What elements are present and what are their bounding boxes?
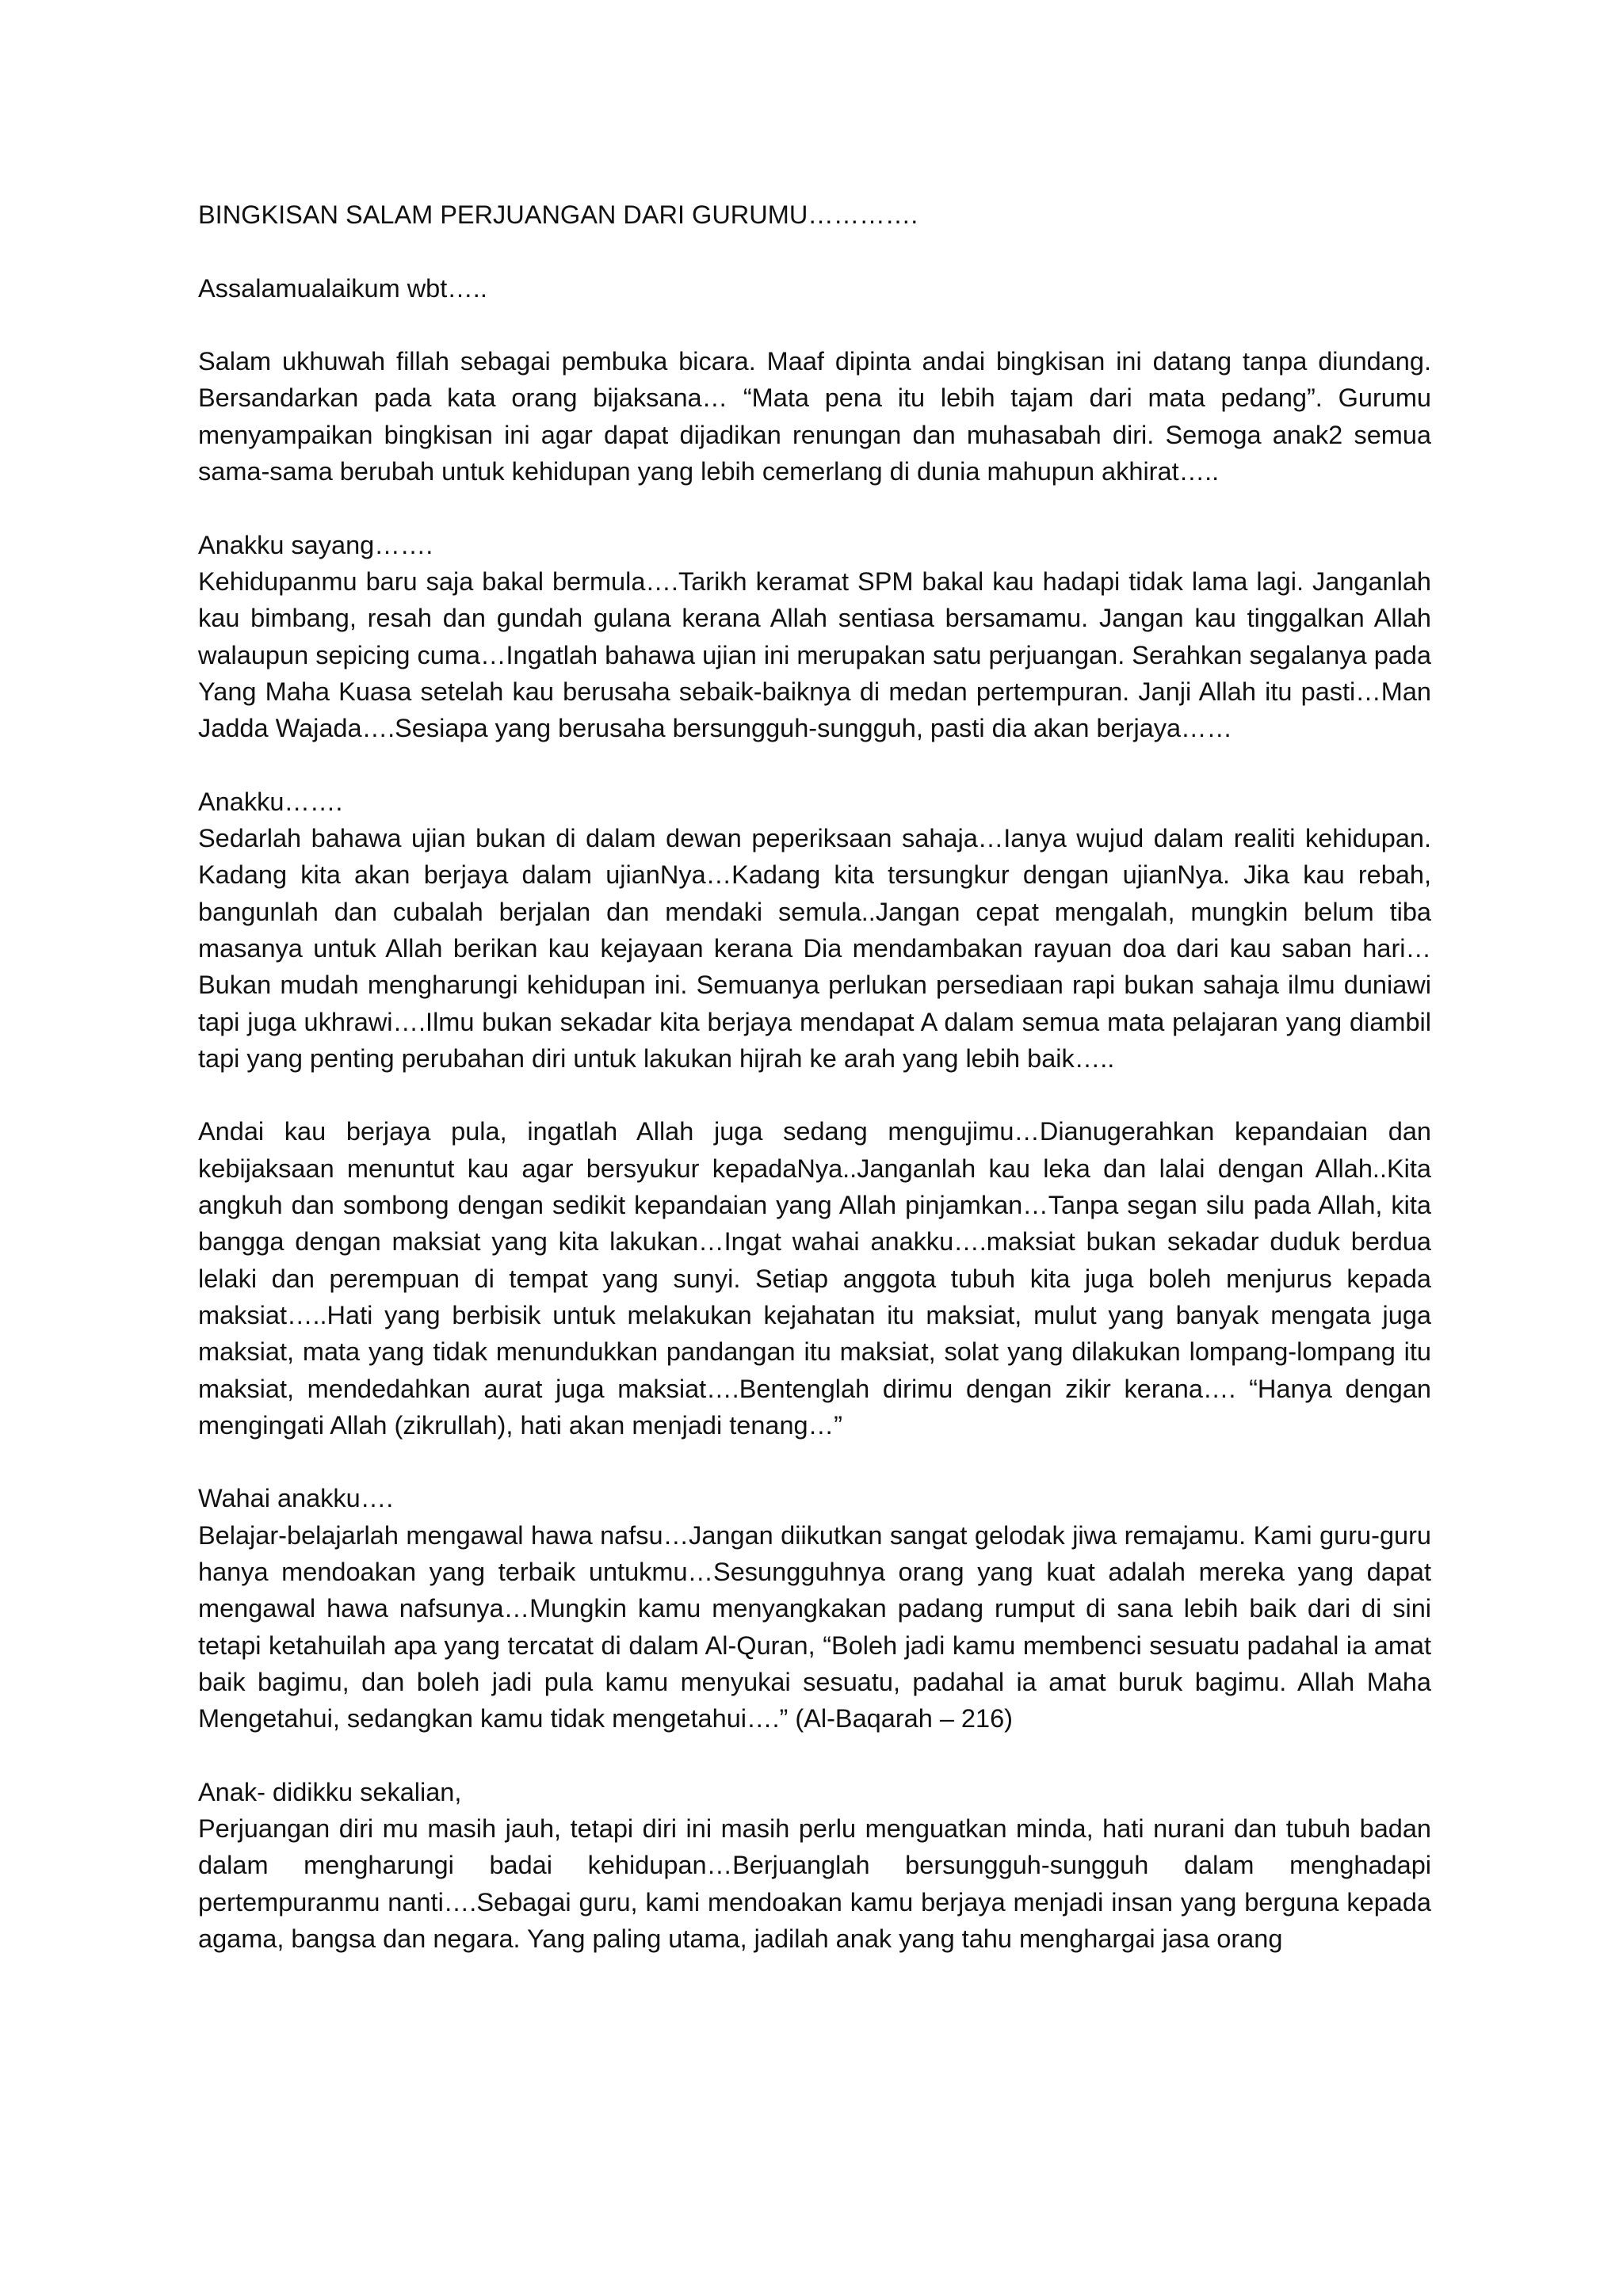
intro-paragraph: Salam ukhuwah fillah sebagai pembuka bicara. Maaf dipinta andai bingkisan ini datang tanpa diundang. Bersandarkan pada kata orang bijaksana… “Mata pena itu lebih tajam dari mata pedang”. Gurumu menyampaikan bingkisan ini agar dapat dijadikan renungan dan muhasabah diri. Semoga anak2 semua sama-sama berubah untuk kehidupan yang lebih cemerlang di dunia mahupun akhirat….. <box>198 347 1431 486</box>
spacer <box>198 307 1431 343</box>
section-heading: Wahai anakku…. <box>198 1484 394 1513</box>
spacer <box>198 233 1431 269</box>
spacer <box>198 490 1431 526</box>
section-paragraph: Sedarlah bahawa ujian bukan di dalam dewan peperiksaan sahaja…Ianya wujud dalam realiti kehidupan. Kadang kita akan berjaya dalam ujianNya…Kadang kita tersungkur dengan ujianNya. Jika kau rebah, bangunlah dan cubalah berjalan dan mendaki semula..Jangan cepat mengalah, mungkin belum tiba masanya untuk Allah berikan kau kejayaan kerana Dia mendambakan rayuan doa dari kau saban hari…Bukan mudah mengharungi kehidupan ini. Semuanya perlukan persediaan rapi bukan sahaja ilmu duniawi tapi juga ukhrawi….Ilmu bukan sekadar kita berjaya mendapat A dalam semua mata pelajaran yang diambil tapi yang penting perubahan diri untuk lakukan hijrah ke arah yang lebih baik….. <box>198 824 1431 1073</box>
section-heading: Anak- didikku sekalian, <box>198 1777 462 1806</box>
section-heading: Anakku sayang……. <box>198 530 433 559</box>
spacer <box>198 746 1431 783</box>
section-heading: Anakku……. <box>198 787 343 816</box>
spacer <box>198 1737 1431 1773</box>
greeting: Assalamualaikum wbt….. <box>198 273 487 303</box>
document-body <box>198 196 1431 1957</box>
section-paragraph: Perjuangan diri mu masih jauh, tetapi diri ini masih perlu menguatkan minda, hati nurani dan tubuh badan dalam mengharungi badai kehidupan…Berjuanglah bersungguh-sungguh dalam menghadapi pertempuranmu nanti….Sebagai guru, kami mendoakan kamu berjaya menjadi insan yang berguna kepada agama, bangsa dan negara. Yang paling utama, jadilah anak yang tahu menghargai jasa orang <box>198 1814 1431 1953</box>
section-paragraph: Kehidupanmu baru saja bakal bermula….Tarikh keramat SPM bakal kau hadapi tidak lama lagi. Janganlah kau bimbang, resah dan gundah gulana kerana Allah sentiasa bersamamu. Jangan kau tinggalkan Allah walaupun sepicing cuma…Ingatlah bahawa ujian ini merupakan satu perjuangan. Serahkan segalanya pada Yang Maha Kuasa setelah kau berusaha sebaik-baiknya di medan pertempuran. Janji Allah itu pasti…Man Jadda Wajada….Sesiapa yang berusaha bersungguh-sungguh, pasti dia akan berjaya…… <box>198 566 1431 743</box>
section-paragraph: Andai kau berjaya pula, ingatlah Allah juga sedang mengujimu…Dianugerahkan kepandaian dan kebijaksaan menuntut kau agar bersyukur kepadaNya..Janganlah kau leka dan lalai dengan Allah..Kita angkuh dan sombong dengan sedikit kepandaian yang Allah pinjamkan…Tanpa segan silu pada Allah, kita bangga dengan maksiat yang kita lakukan…Ingat wahai anakku….maksiat bukan sekadar duduk berdua lelaki dan perempuan di tempat yang sunyi. Setiap anggota tubuh kita juga boleh menjurus kepada maksiat…..Hati yang berbisik untuk melakukan kejahatan itu maksiat, mulut yang banyak mengata juga maksiat, mata yang tidak menundukkan pandangan itu maksiat, solat yang dilakukan lompang-lompang itu maksiat, mendedahkan aurat juga maksiat….Bentenglah dirimu dengan zikir kerana…. “Hanya dengan mengingati Allah (zikrullah), hati akan menjadi tenang…” <box>198 1117 1431 1440</box>
document-title: BINGKISAN SALAM PERJUANGAN DARI GURUMU…………. <box>198 200 918 229</box>
spacer <box>198 1077 1431 1113</box>
spacer <box>198 1444 1431 1480</box>
section-paragraph: Belajar-belajarlah mengawal hawa nafsu…Jangan diikutkan sangat gelodak jiwa remajamu. Kami guru-guru hanya mendoakan yang terbaik untukmu…Sesungguhnya orang yang kuat adalah mereka yang dapat mengawal hawa nafsunya…Mungkin kamu menyangkakan padang rumput di sana lebih baik dari di sini tetapi ketahuilah apa yang tercatat di dalam Al-Quran, “Boleh jadi kamu membenci sesuatu padahal ia amat baik bagimu, dan boleh jadi pula kamu menyukai sesuatu, padahal ia amat buruk bagimu. Allah Maha Mengetahui, sedangkan kamu tidak mengetahui….” (Al-Baqarah – 216) <box>198 1520 1431 1733</box>
